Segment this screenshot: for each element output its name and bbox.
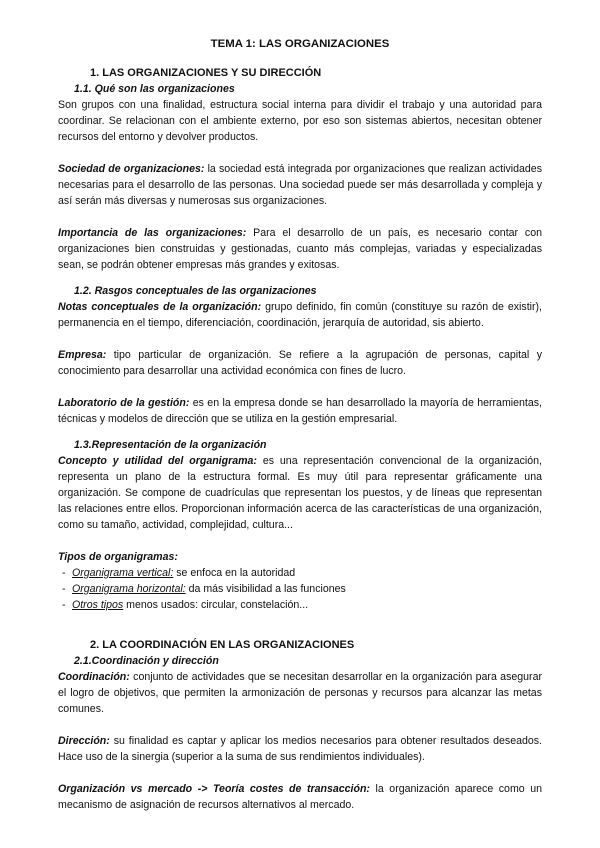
paragraph	[58, 347, 542, 379]
term: Sociedad de organizaciones:	[58, 163, 205, 175]
paragraph	[58, 225, 542, 273]
type-desc: da más visibilidad a las funciones	[185, 583, 346, 595]
paragraph	[58, 161, 542, 209]
term: Coordinación:	[58, 671, 130, 683]
paragraph	[58, 395, 542, 427]
term: Importancia de las organizaciones:	[58, 227, 247, 239]
type-name: Organigrama horizontal:	[72, 583, 186, 595]
paragraph	[58, 299, 542, 331]
type-desc: se enfoca en la autoridad	[173, 567, 296, 579]
list-item: - Organigrama vertical: se enfoca en la autoridad	[62, 567, 296, 579]
term: Empresa:	[58, 349, 107, 361]
paragraph-text: es una representación convencional de la organización, representa un plano de la estructura formal. Es muy útil para representar gráficamente una organización. Se compone de cuadrículas que representan los puestos, y de líneas que representan las relaciones entre ellos. Proporcionan información acerca de las características de una organización, como su tamaño, actividad, complejidad, cultura...	[58, 455, 542, 531]
paragraph-text: la organización aparece como un mecanismo de asignación de recursos alternativos al mercado.	[58, 783, 542, 811]
paragraph-text: conjunto de actividades que se necesitan desarrollar en la organización para asegurar el logro de objetivos, que permiten la armonización de personas y recursos para alcanzar las metas comunes.	[58, 671, 542, 715]
term: Notas conceptuales de la organización:	[58, 301, 262, 313]
term: Organización vs mercado -> Teoría costes de transacción:	[58, 783, 370, 795]
paragraph: Son grupos con una finalidad, estructura social interna para dividir el trabajo y una autoridad para coordinar. Se relacionan con el ambiente externo, por eso son sistemas abiertos, necesitan obtener recursos del entorno y devolver productos.	[58, 99, 542, 143]
list-item: - Otros tipos menos usados: circular, constelación...	[62, 599, 309, 611]
subsection-1-2-heading: 1.2. Rasgos conceptuales de las organizaciones	[74, 285, 317, 297]
paragraph-text: Para el desarrollo de un país, es necesario contar con organizaciones bien construidas y gestionadas, cuanto más complejas, variadas y especializadas sean, se podrán obtener empresas más grandes y exitosas.	[58, 227, 542, 271]
subsection-1-1-heading: 1.1. Qué son las organizaciones	[74, 83, 235, 95]
term: Dirección:	[58, 735, 110, 747]
term: Concepto y utilidad del organigrama:	[58, 455, 257, 467]
paragraph-text: es en la empresa donde se han desarrollado la mayoría de herramientas, técnicas y modelos de dirección que se utiliza en la gestión empresarial.	[58, 397, 542, 425]
paragraph	[58, 781, 542, 813]
paragraph	[58, 669, 542, 717]
document-title: TEMA 1: LAS ORGANIZACIONES	[210, 38, 390, 50]
types-heading: Tipos de organigramas:	[58, 551, 178, 563]
section-2-heading: 2. LA COORDINACIÓN EN LAS ORGANIZACIONES	[90, 639, 355, 651]
paragraph-text: tipo particular de organización. Se refiere a la agrupación de personas, capital y conocimiento para desarrollar una actividad económica con fines de lucro.	[58, 349, 542, 377]
subsection-2-1-heading: 2.1.Coordinación y dirección	[74, 655, 219, 667]
types-list	[58, 565, 542, 613]
term: Laboratorio de la gestión:	[58, 397, 190, 409]
type-name: Otros tipos	[72, 599, 124, 611]
paragraph	[58, 453, 542, 533]
paragraph	[58, 733, 542, 765]
type-desc: menos usados: circular, constelación...	[123, 599, 309, 611]
paragraph-text: su finalidad es captar y aplicar los medios necesarios para obtener resultados deseados. Hace uso de la sinergia (superior a la suma de sus rendimientos individuales).	[58, 735, 542, 763]
list-item: - Organigrama horizontal: da más visibilidad a las funciones	[62, 583, 346, 595]
subsection-1-3-heading: 1.3.Representación de la organización	[74, 439, 267, 451]
section-1-heading: 1. LAS ORGANIZACIONES Y SU DIRECCIÓN	[90, 67, 322, 79]
paragraph-text: grupo definido, fin común (constituye su razón de existir), permanencia en el tiempo, diferenciación, coordinación, jerarquía de autoridad, sis abierto.	[58, 301, 542, 329]
paragraph-text: la sociedad está integrada por organizaciones que realizan actividades necesarias para el desarrollo de las personas. Una sociedad puede ser más desarrollada y compleja y así serán más diversas y numerosas sus organizaciones.	[58, 163, 542, 207]
type-name: Organigrama vertical:	[72, 567, 174, 579]
